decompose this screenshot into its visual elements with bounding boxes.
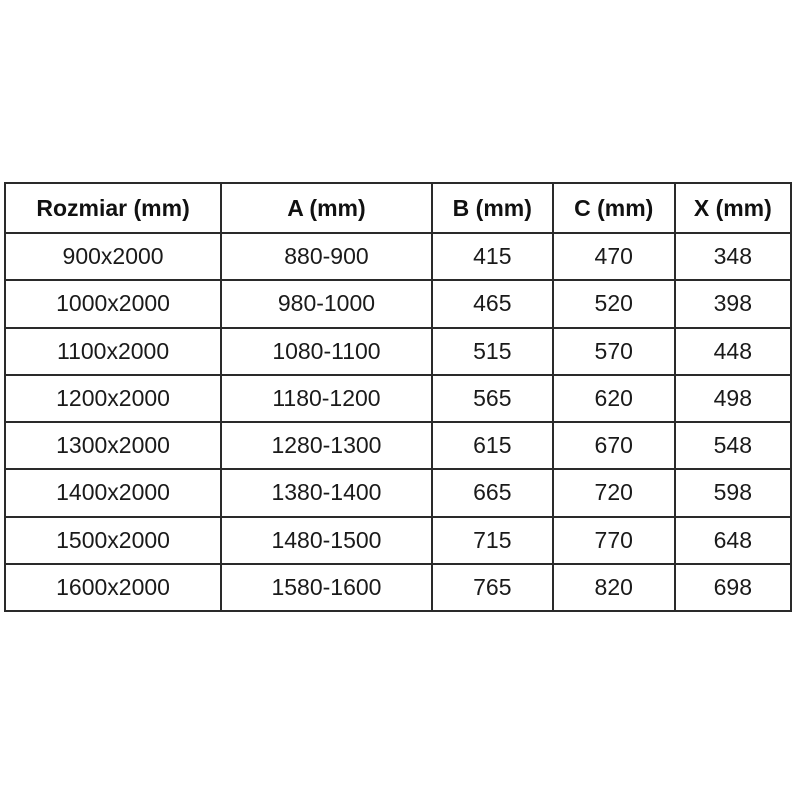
table-cell: 880-900: [221, 233, 432, 280]
table-cell: 415: [432, 233, 553, 280]
column-header-a: A (mm): [221, 183, 432, 233]
table-cell: 765: [432, 564, 553, 611]
table-cell: 1300x2000: [5, 422, 221, 469]
table-cell: 398: [675, 280, 791, 327]
table-cell: 470: [553, 233, 675, 280]
table-cell: 565: [432, 375, 553, 422]
column-header-rozmiar: Rozmiar (mm): [5, 183, 221, 233]
table-body: [5, 233, 791, 611]
table-cell: 980-1000: [221, 280, 432, 327]
table-cell: 498: [675, 375, 791, 422]
size-spec-table: [4, 182, 792, 612]
column-header-x: X (mm): [675, 183, 791, 233]
table-cell: 1200x2000: [5, 375, 221, 422]
table-row: [5, 375, 791, 422]
table-cell: 715: [432, 517, 553, 564]
column-header-c: C (mm): [553, 183, 675, 233]
table-row: [5, 564, 791, 611]
table-cell: 670: [553, 422, 675, 469]
table-cell: 1580-1600: [221, 564, 432, 611]
table-cell: 570: [553, 328, 675, 375]
table-cell: 665: [432, 469, 553, 516]
table-cell: 465: [432, 280, 553, 327]
table-cell: 598: [675, 469, 791, 516]
table-cell: 1100x2000: [5, 328, 221, 375]
table-cell: 1380-1400: [221, 469, 432, 516]
table-cell: 348: [675, 233, 791, 280]
table-cell: 448: [675, 328, 791, 375]
table-row: [5, 280, 791, 327]
table-cell: 720: [553, 469, 675, 516]
table-cell: 1400x2000: [5, 469, 221, 516]
table-row: [5, 469, 791, 516]
table-cell: 820: [553, 564, 675, 611]
table-cell: 770: [553, 517, 675, 564]
table-cell: 548: [675, 422, 791, 469]
column-header-b: B (mm): [432, 183, 553, 233]
table-cell: 1280-1300: [221, 422, 432, 469]
table-cell: 1080-1100: [221, 328, 432, 375]
table-cell: 1480-1500: [221, 517, 432, 564]
table-cell: 520: [553, 280, 675, 327]
header-row: [5, 183, 791, 233]
table-row: [5, 422, 791, 469]
table-cell: 698: [675, 564, 791, 611]
table-cell: 1500x2000: [5, 517, 221, 564]
table-row: [5, 328, 791, 375]
table-cell: 1000x2000: [5, 280, 221, 327]
table-header: [5, 183, 791, 233]
table-cell: 515: [432, 328, 553, 375]
table-cell: 1600x2000: [5, 564, 221, 611]
table-cell: 615: [432, 422, 553, 469]
table-cell: 648: [675, 517, 791, 564]
table-row: [5, 233, 791, 280]
table-cell: 1180-1200: [221, 375, 432, 422]
table-cell: 620: [553, 375, 675, 422]
table-cell: 900x2000: [5, 233, 221, 280]
table-row: [5, 517, 791, 564]
